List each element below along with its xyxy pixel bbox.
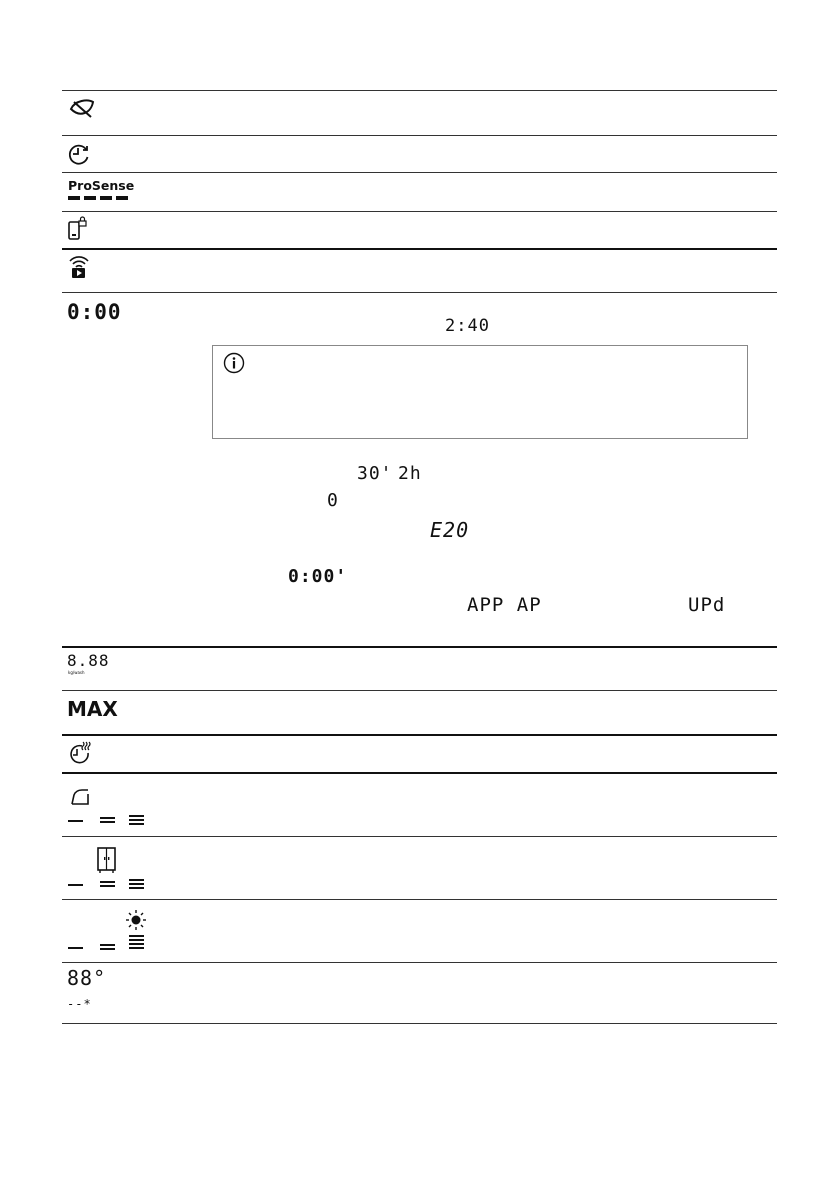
step-2h-code: 2h — [398, 463, 422, 484]
phone-lock-icon — [68, 216, 88, 240]
row-divider — [62, 211, 777, 212]
wardrobe-level-icon — [68, 846, 148, 890]
leaf-icon — [68, 98, 96, 120]
iron-level-icon — [68, 782, 148, 826]
consumption-unit: kg/wash — [68, 670, 85, 675]
end-time-code: 0:00' — [288, 566, 348, 587]
row-divider — [62, 962, 777, 963]
info-note-box — [212, 345, 748, 439]
row-divider — [62, 899, 777, 900]
row-divider — [62, 135, 777, 136]
row-divider — [62, 1023, 777, 1024]
example-time-code: 2:40 — [445, 316, 490, 336]
app-code: APP AP — [467, 594, 542, 616]
prosense-label: ProSense — [68, 178, 135, 193]
row-divider — [62, 734, 777, 736]
sun-level-icon — [68, 909, 148, 953]
wifi-play-icon — [68, 254, 90, 278]
row-divider — [62, 292, 777, 293]
temperature-display-icon: 88° — [67, 966, 107, 990]
row-divider — [62, 836, 777, 837]
temperature-sub-text: --* — [67, 997, 92, 1011]
info-icon — [223, 352, 245, 374]
time-display-icon: 0:00 — [67, 300, 122, 324]
row-divider — [62, 90, 777, 91]
consumption-display-icon: 8.88 — [67, 651, 110, 670]
row-divider — [62, 646, 777, 648]
step-30-code: 30' — [357, 463, 393, 484]
clock-steam-icon — [67, 740, 93, 766]
row-divider — [62, 172, 777, 173]
row-divider — [62, 248, 777, 250]
clock-restart-icon — [67, 142, 91, 166]
zero-code: 0 — [327, 490, 339, 511]
row-divider — [62, 772, 777, 774]
row-divider — [62, 690, 777, 691]
error-code: E20 — [430, 518, 470, 542]
prosense-dashes-icon — [68, 196, 130, 201]
max-load-label: MAX — [67, 697, 118, 721]
update-code: UPd — [688, 594, 726, 616]
